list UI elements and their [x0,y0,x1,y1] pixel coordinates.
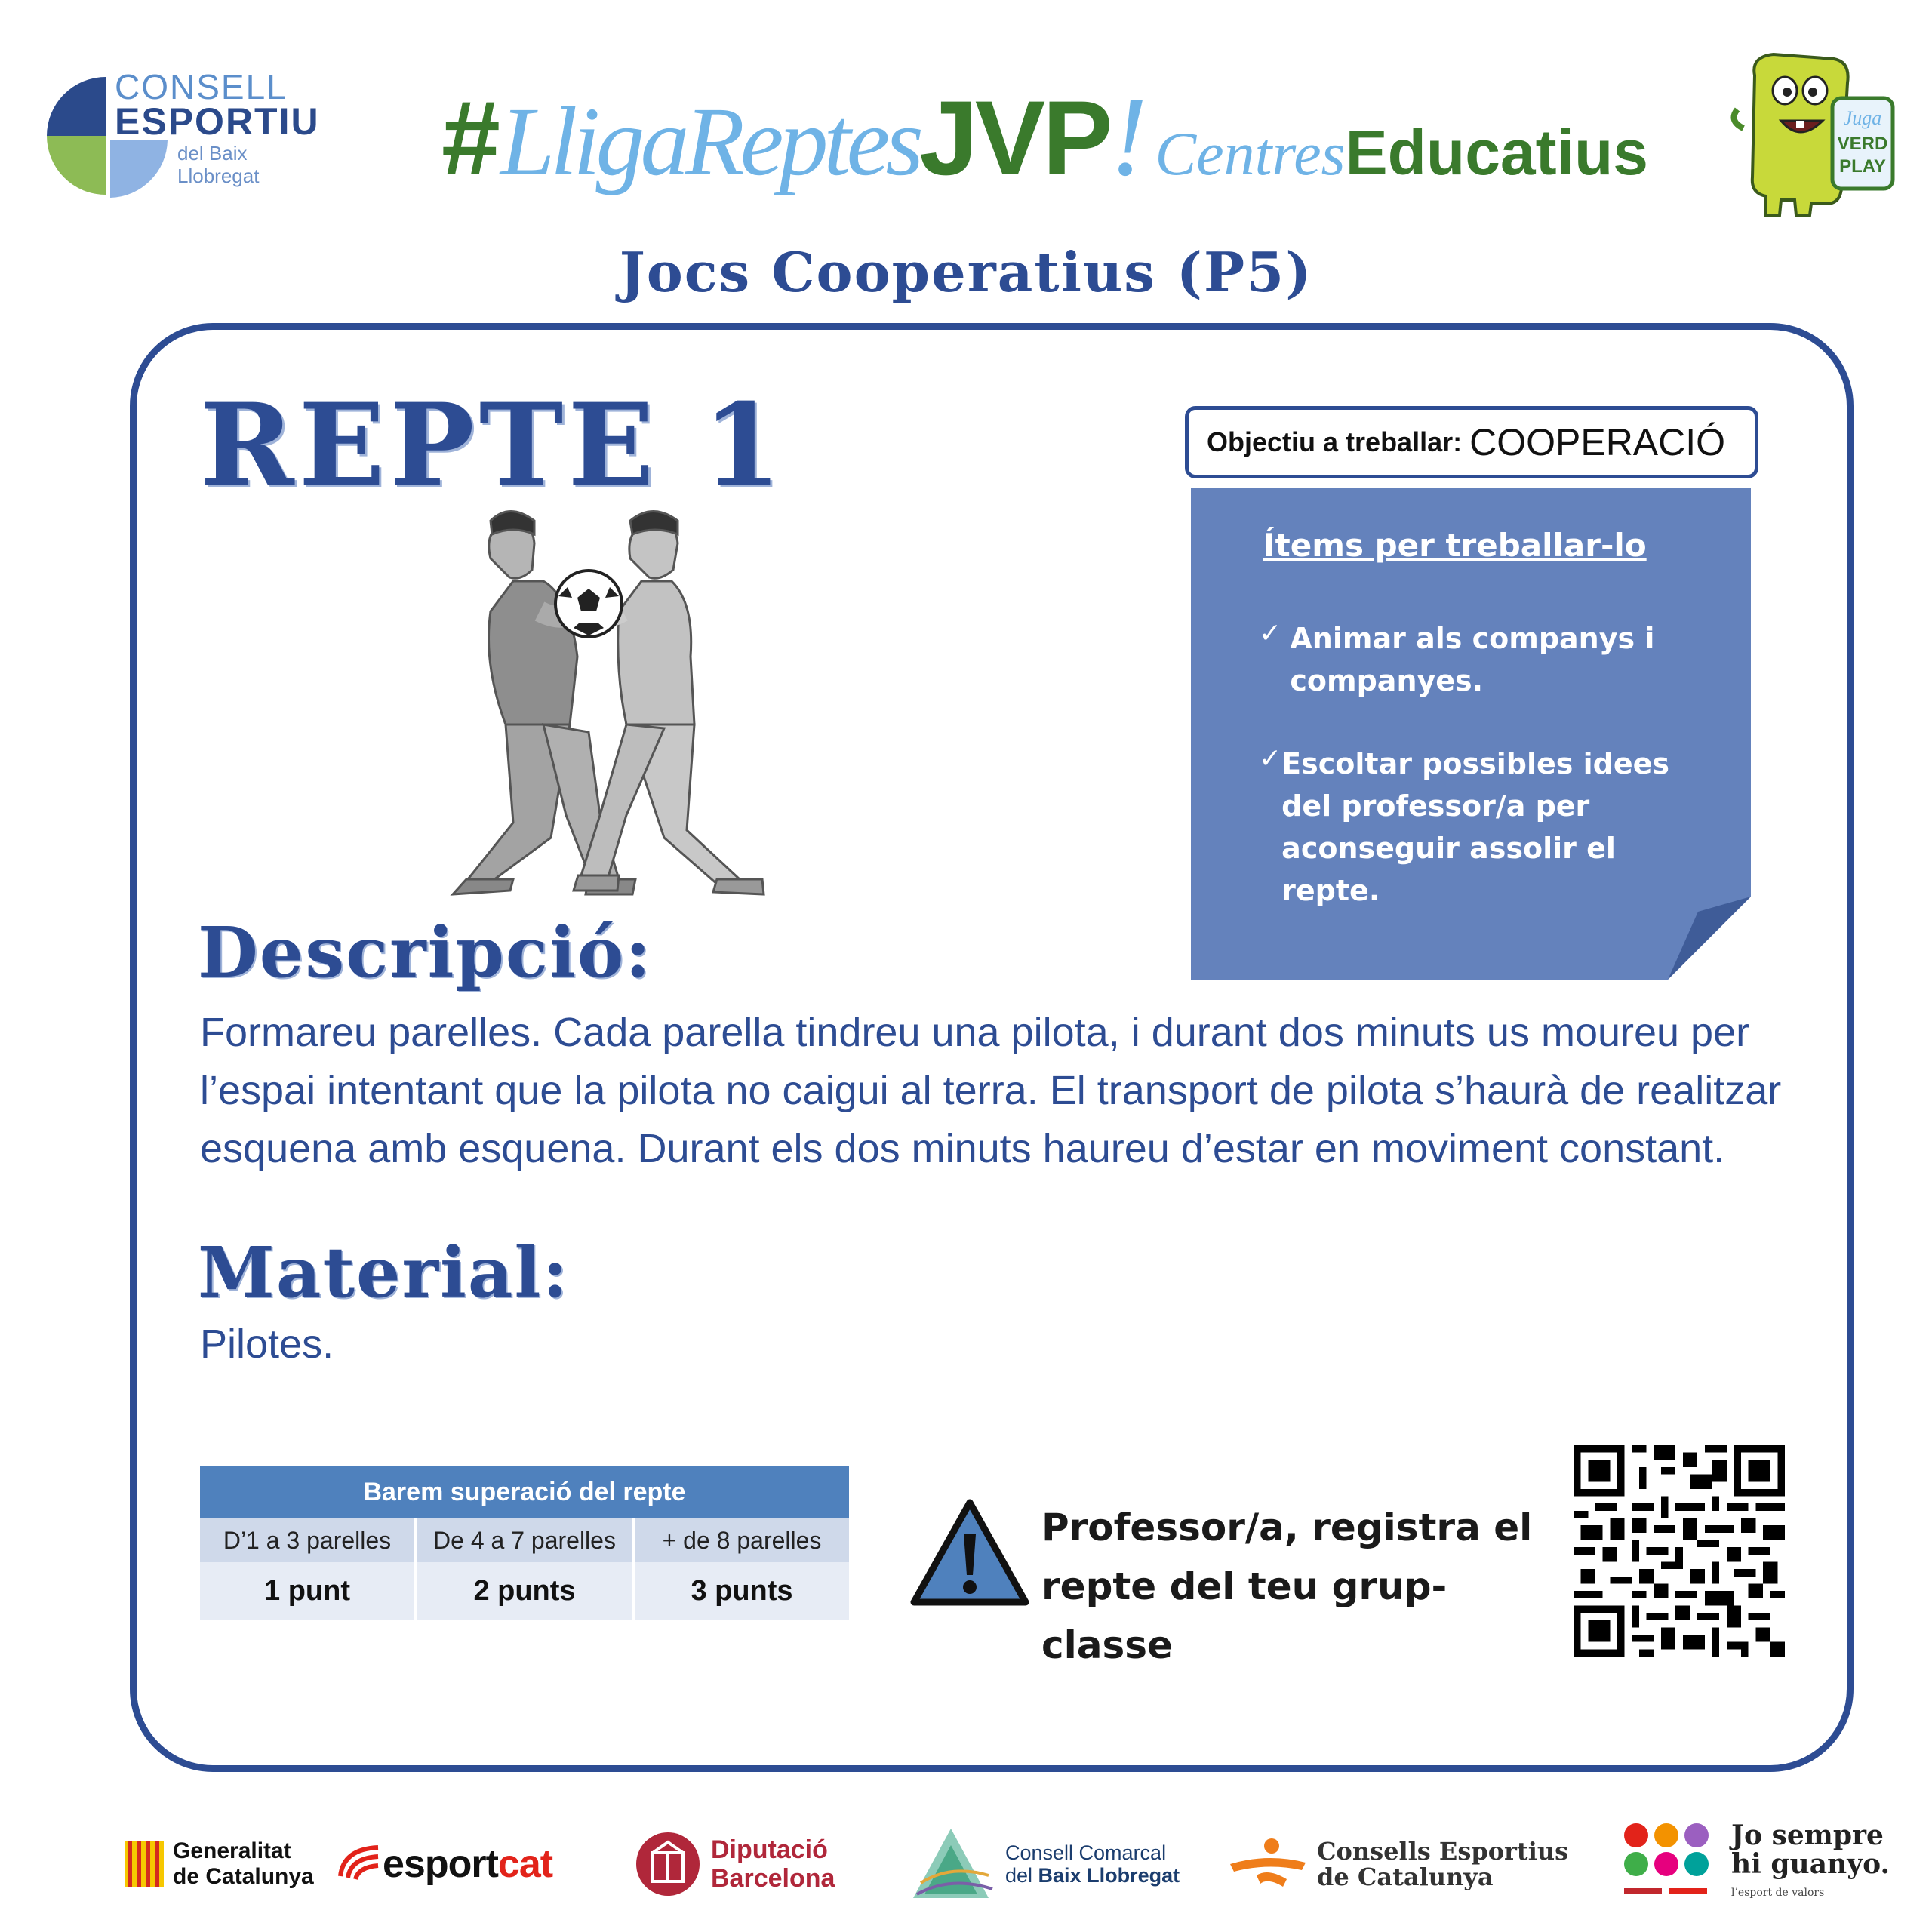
description-text: Formareu parelles. Cada parella tindreu una pilota, i durant dos minuts us moureu per l’espai intentant que la pilota no caigui al terra. El transport de pilota s’haurà de realitzar esquena amb esquena. Durant els dos minuts haureu d’estar en moviment constant. [200,1010,1782,1171]
material-heading: Material: [198,1232,570,1313]
score-points-row [200,1562,849,1620]
diputacio-seal-icon [634,1830,702,1898]
logo-line-1: CONSELL [115,67,288,106]
esportcat-logo [336,1815,552,1913]
esportcat-text-a: esport [383,1842,498,1886]
generalitat-line-2: de Catalunya [173,1864,314,1889]
score-points-cell: 2 punts [417,1562,635,1620]
checkmark-icon: ✓ [1259,617,1282,648]
score-ranges-row [200,1518,849,1562]
challenge-title: REPTE 1 [200,379,786,512]
banner-exclamation: ! [1109,74,1148,199]
items-list-item [1259,617,1681,702]
material-text: Pilotes. [200,1321,334,1367]
objective-box [1185,406,1758,478]
score-range-cell: + de 8 parelles [635,1518,849,1562]
score-table [200,1466,849,1620]
page-curl-icon [1668,897,1751,980]
items-note [1191,488,1751,980]
generalitat-logo [125,1815,314,1913]
generalitat-line-1: Generalitat [173,1838,291,1863]
esportcat-text-b: cat [497,1842,553,1886]
items-list-item [1259,743,1681,912]
items-heading: Ítems per treballar-lo [1263,527,1647,564]
jo-sempre-line-3: l’esport de valors [1731,1887,1825,1899]
banner-educatius: Educatius [1345,117,1648,188]
consell-comarcal-logo [906,1815,1180,1913]
mascot-text-2: VERD [1837,134,1888,154]
back-to-back-players-illustration [438,498,770,921]
banner-centres: Centres [1155,119,1346,188]
page-subtitle: Jocs Cooperatius (P5) [619,240,1313,304]
score-table-header: Barem superació del repte [200,1466,849,1518]
logo-line-2: ESPORTIU [115,100,320,143]
item-text: Escoltar possibles idees del professor/a per aconseguir assolir el repte. [1281,747,1669,907]
esportcat-wave-icon [336,1843,383,1885]
jo-sempre-hi-guanyo-logo [1621,1815,1890,1913]
banner-hash: # [441,78,500,197]
diputacio-line-2: Barcelona [711,1864,835,1893]
score-range-cell: De 4 a 7 parelles [417,1518,635,1562]
catalan-flag-icon [125,1841,164,1887]
consells-esportius-logo [1226,1815,1568,1913]
banner-lliga-reptes: LligaReptes [500,88,919,196]
consell-comarcal-line-1: Consell Comarcal [1005,1841,1167,1864]
sponsors-footer [0,1815,1932,1921]
consells-esportius-line-2: de Catalunya [1317,1863,1494,1891]
lliga-reptes-banner [441,72,1648,208]
jo-sempre-line-2: hi guanyo. [1731,1848,1890,1880]
consell-esportiu-logo [38,68,325,211]
jo-sempre-line-1: Jo sempre [1731,1820,1884,1851]
consell-comarcal-tree-icon [906,1823,996,1906]
teacher-notice: Professor/a, registra el repte del teu grup- classe [1041,1506,1533,1667]
mascot-text-3: PLAY [1839,156,1886,177]
checkmark-icon: ✓ [1259,743,1282,774]
score-points-cell: 1 punt [200,1562,417,1620]
warning-icon [909,1498,1030,1607]
objective-label: Objectiu a treballar: [1207,426,1463,457]
logo-line-3: del Baix Llobregat [177,142,260,187]
mascot-text-1: Juga [1843,107,1882,129]
diputacio-line-1: Diputació [711,1835,828,1864]
objective-value: COOPERACIÓ [1469,421,1726,463]
item-text: Animar als companys i companyes. [1290,622,1655,697]
values-circles-icon [1621,1819,1727,1909]
consell-comarcal-line-2a: del [1005,1864,1038,1887]
banner-jvp: JVP [918,78,1110,197]
score-points-cell: 3 punts [635,1562,849,1620]
score-range-cell: D’1 a 3 parelles [200,1518,417,1562]
qr-code-icon[interactable] [1574,1445,1785,1657]
juga-verd-play-mascot-icon [1721,45,1902,219]
consell-comarcal-line-2b: Baix Llobregat [1038,1864,1180,1887]
consells-esportius-runner-icon [1226,1834,1309,1894]
description-heading: Descripció: [198,912,653,993]
diputacio-barcelona-logo [634,1815,835,1913]
consells-esportius-line-1: Consells Esportius [1317,1837,1569,1866]
